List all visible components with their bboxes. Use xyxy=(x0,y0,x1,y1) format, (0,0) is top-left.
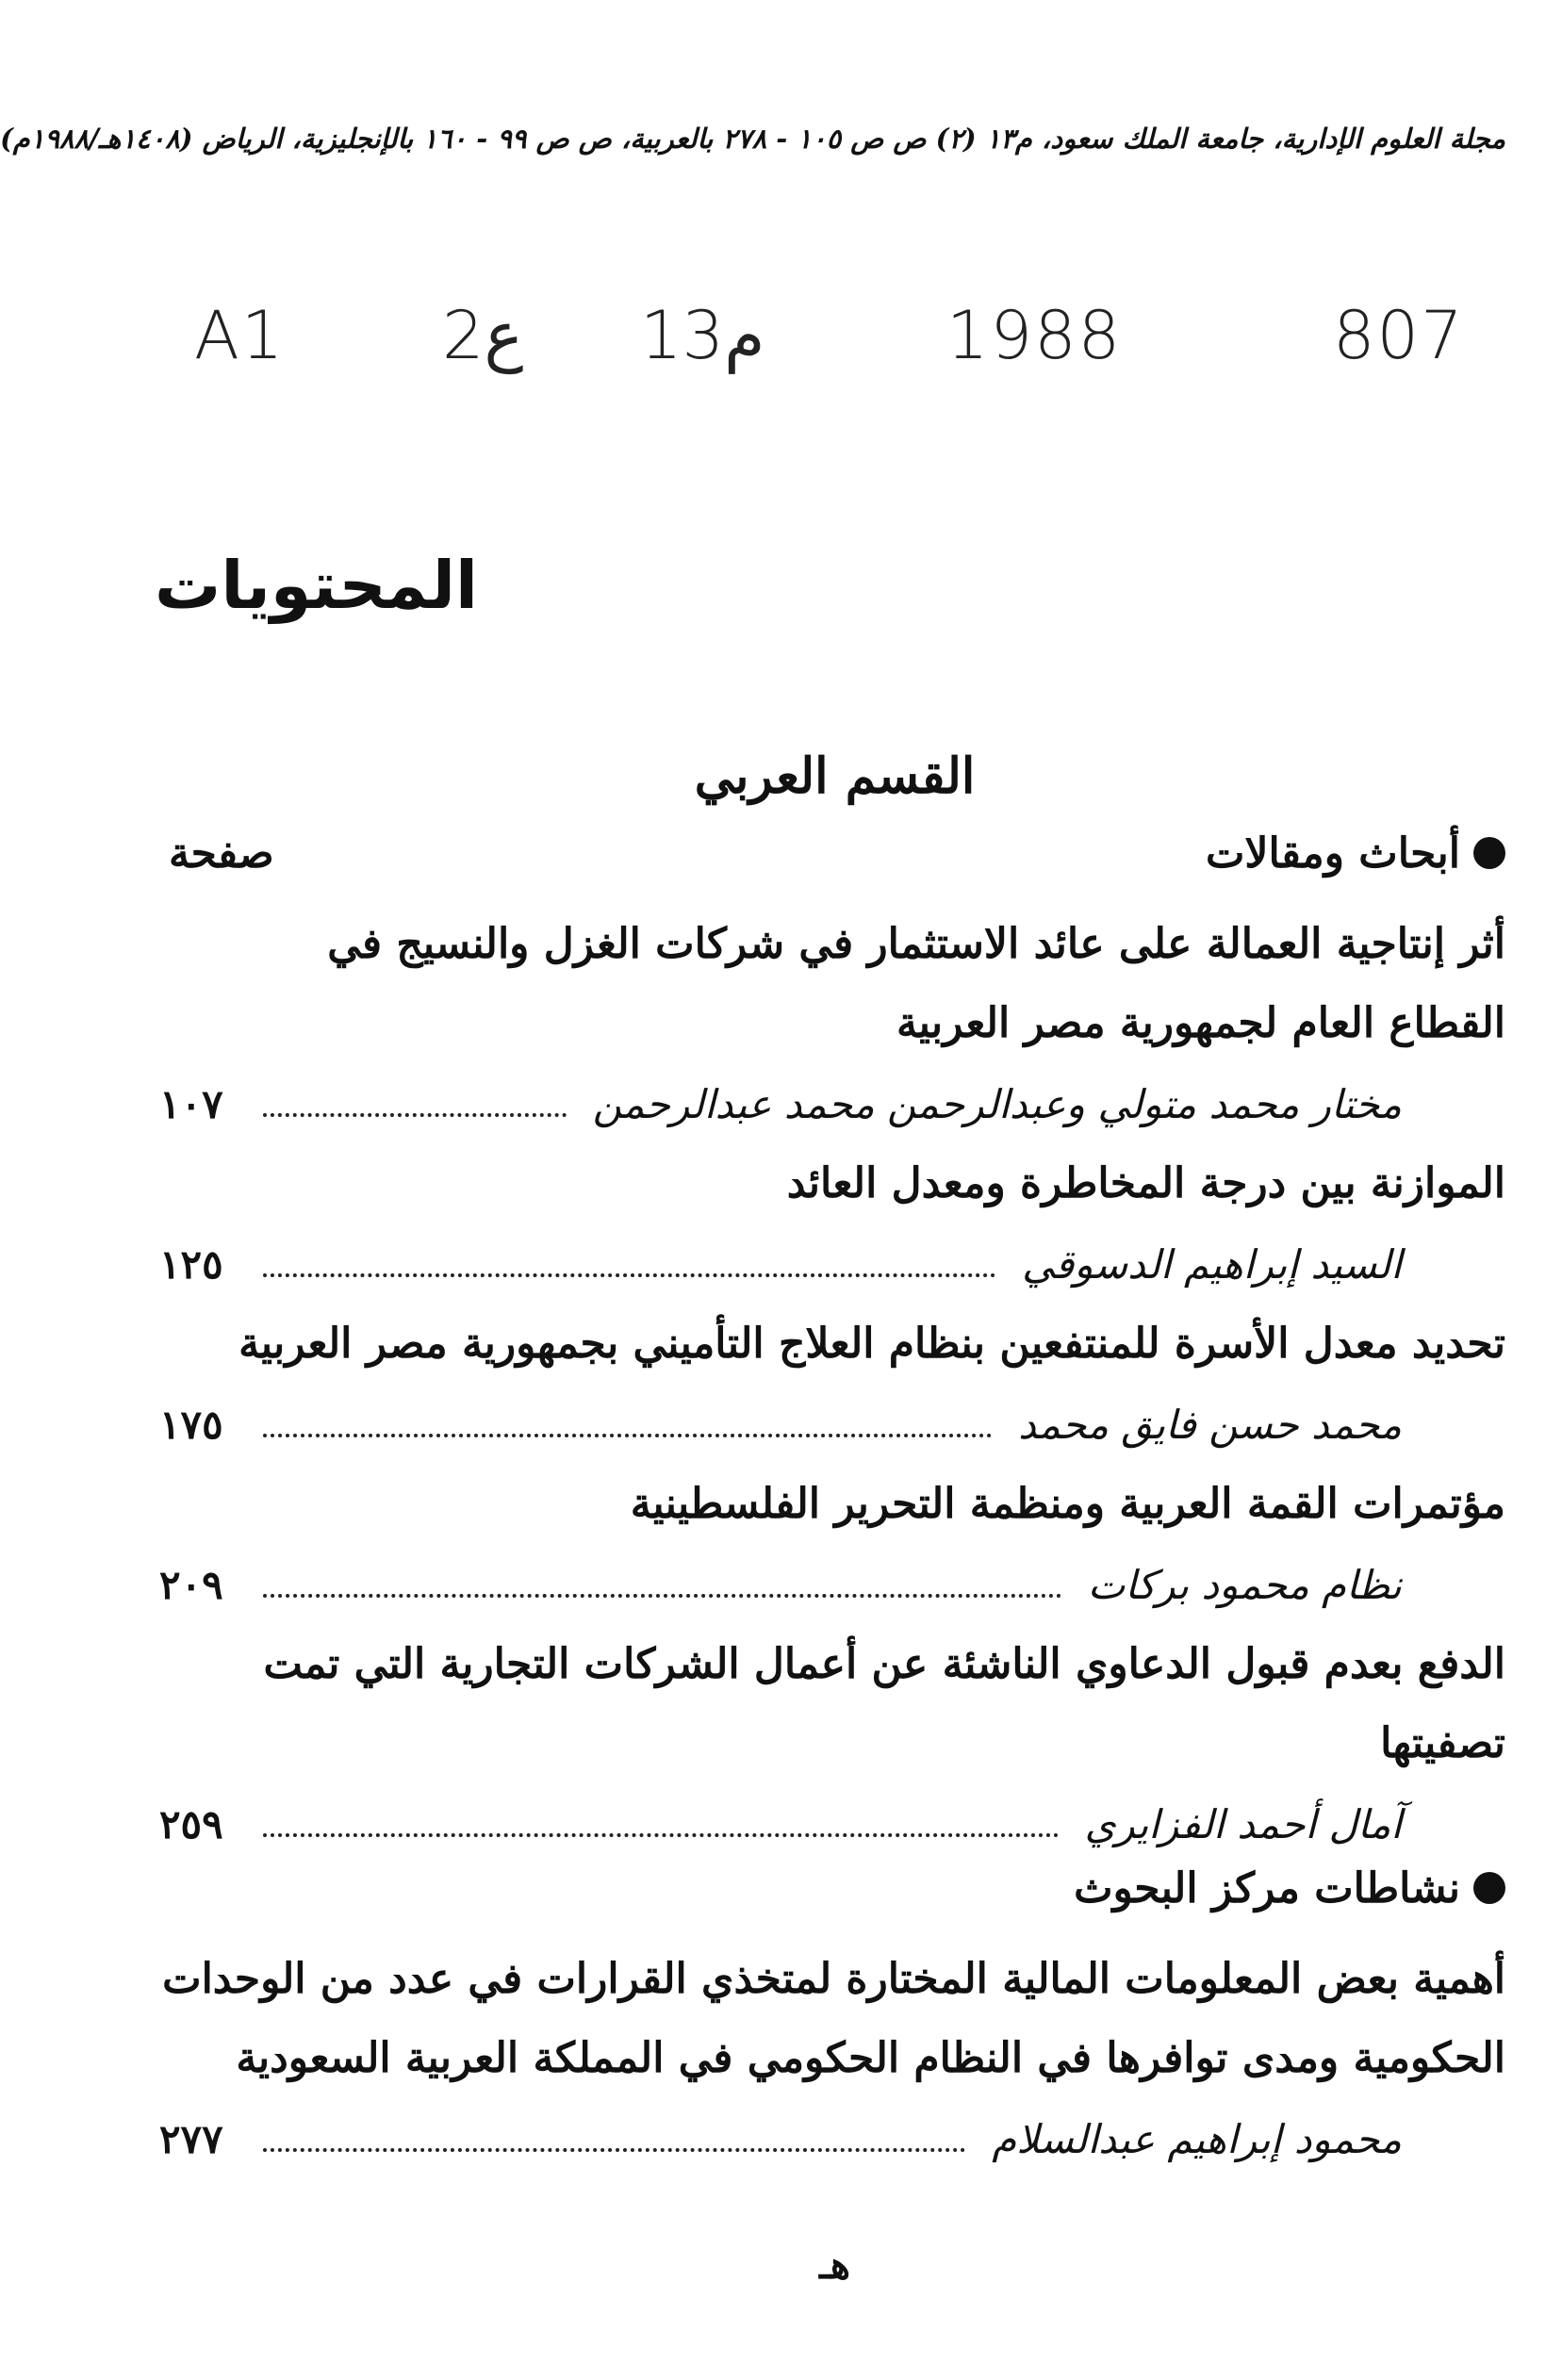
author-line xyxy=(159,2098,1505,2179)
subsection-heading xyxy=(159,1864,1505,1940)
contents-title: المحتويات xyxy=(155,547,479,624)
article-title-line: أثر إنتاجية العمالة على عائد الاستثمار في شركات الغزل والنسيج في xyxy=(327,920,1505,968)
author-line xyxy=(159,1544,1505,1625)
dot-leader xyxy=(263,1434,992,1437)
article-title-line: تحديد معدل الأسرة للمنتفعين بنظام العلاج التأميني بجمهورية مصر العربية xyxy=(238,1320,1505,1368)
subsection-label: أبحاث ومقالات xyxy=(1205,829,1460,878)
article-title-line: الموازنة بين درجة المخاطرة ومعدل العائد xyxy=(786,1159,1505,1207)
dot-leader xyxy=(263,2148,965,2152)
author-line xyxy=(159,1223,1505,1305)
article-title-line: أهمية بعض المعلومات المالية المختارة لمتخذي القرارات في عدد من الوحدات xyxy=(162,1955,1505,2003)
toc-entry[interactable] xyxy=(159,1625,1505,1864)
article-title-line: الحكومية ومدى توافرها في النظام الحكومي في المملكة العربية السعودية xyxy=(236,2034,1505,2082)
page-number: ٢٥٩ xyxy=(159,1800,223,1847)
page-number: ١٠٧ xyxy=(159,1080,223,1127)
table-of-contents xyxy=(159,829,1505,2179)
page-number: ٢٧٧ xyxy=(159,2115,223,2162)
author-name: محمود إبراهيم عبدالسلام xyxy=(992,2115,1402,2162)
page-number: ١٧٥ xyxy=(159,1401,223,1448)
article-title-line: مؤتمرات القمة العربية ومنظمة التحرير الفلسطينية xyxy=(630,1480,1505,1528)
handwritten-note: 807 xyxy=(1333,297,1465,374)
author-line xyxy=(159,1783,1505,1864)
dot-leader xyxy=(263,1833,1059,1837)
bullet-icon xyxy=(1473,837,1505,869)
journal-citation-header: مجلة العلوم الإدارية، جامعة الملك سعود، م١٣ (٢) ص ص ١٠٥ - ٢٧٨ بالعربية، ص ص ٩٩ - ١٦٠ بالإنجليزية، الرياض (١٤٠٨هـ/١٩٨٨م) xyxy=(0,123,1505,155)
article-title-line: تصفيتها xyxy=(1380,1719,1505,1767)
toc-entry[interactable] xyxy=(159,1305,1505,1465)
toc-entry[interactable] xyxy=(159,1465,1505,1625)
dot-leader xyxy=(263,1273,995,1277)
dot-leader xyxy=(263,1113,567,1117)
handwritten-annotations xyxy=(107,297,1562,429)
page-number: ٢٠٩ xyxy=(159,1561,223,1608)
dot-leader xyxy=(263,1594,1061,1598)
article-title-line: الدفع بعدم قبول الدعاوي الناشئة عن أعمال الشركات التجارية التي تمت xyxy=(263,1640,1505,1688)
subsection-label: نشاطات مركز البحوث xyxy=(1074,1864,1460,1912)
handwritten-note: A1 xyxy=(194,297,286,374)
page-column-label: صفحة xyxy=(169,829,274,878)
author-name: محمد حسن فايق محمد xyxy=(1018,1401,1402,1448)
toc-entry[interactable] xyxy=(159,905,1505,1144)
author-name: آمال أحمد الفزايري xyxy=(1084,1800,1402,1847)
toc-entry[interactable] xyxy=(159,1144,1505,1305)
author-name: السيد إبراهيم الدسوقي xyxy=(1022,1240,1402,1288)
page-number: ١٢٥ xyxy=(159,1240,223,1288)
author-line xyxy=(159,1063,1505,1144)
author-name: مختار محمد متولي وعبدالرحمن محمد عبدالرحمن xyxy=(592,1080,1402,1127)
page-letter: هـ xyxy=(819,2243,850,2288)
toc-entry[interactable] xyxy=(159,1940,1505,2179)
bullet-icon xyxy=(1473,1872,1505,1904)
author-line xyxy=(159,1384,1505,1465)
article-title-line: القطاع العام لجمهورية مصر العربية xyxy=(896,999,1505,1047)
handwritten-note: 1988 xyxy=(946,297,1123,374)
section-title: القسم العربي xyxy=(694,747,976,805)
handwritten-note: م13 xyxy=(640,297,765,374)
author-name: نظام محمود بركات xyxy=(1087,1561,1402,1608)
handwritten-note: ع2 xyxy=(442,297,524,374)
subsection-heading xyxy=(159,829,1505,905)
